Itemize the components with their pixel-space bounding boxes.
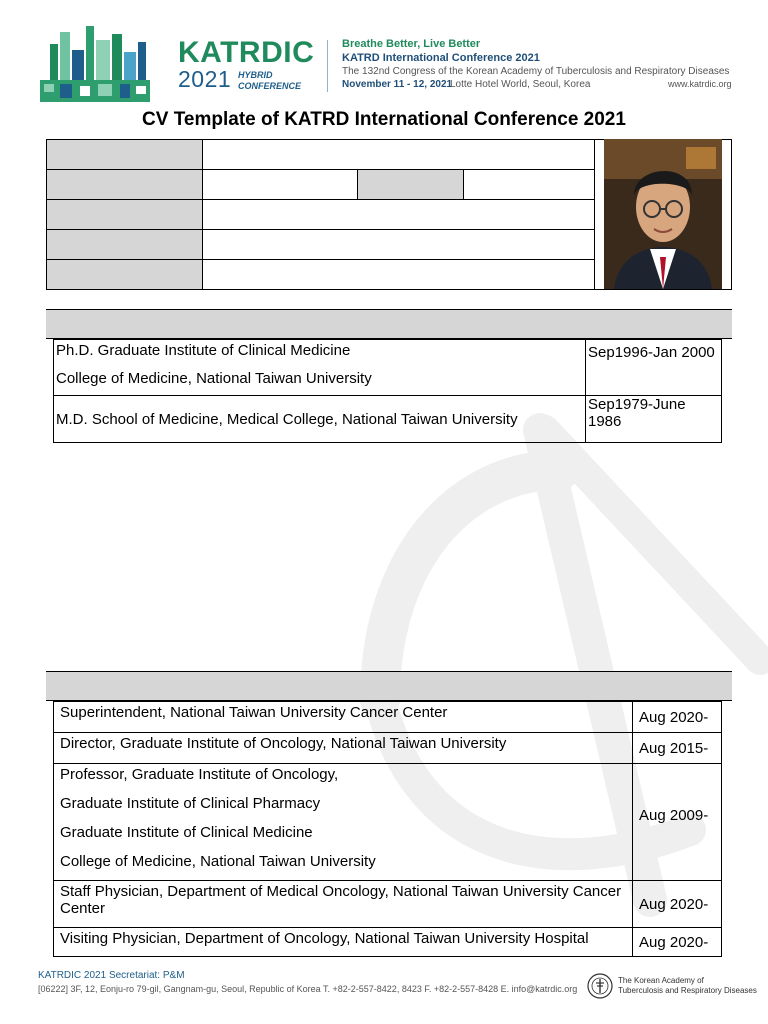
info-value-cell-5[interactable] [202, 259, 595, 290]
table-row [54, 733, 722, 764]
footer-address: [06222] 3F, 12, Eonju-ro 79-gil, Gangnam-gu, Seoul, Republic of Korea T. +82-2-557-8422, 8423 F. +82-2-557-8428 E. info@katrdic.org [38, 984, 578, 994]
conference-venue: Lotte Hotel World, Seoul, Korea [450, 79, 591, 90]
info-label-cell-2b [357, 169, 464, 200]
page-title: CV Template of KATRD International Conference 2021 [142, 109, 626, 130]
table-row [54, 702, 722, 733]
employment-date: Aug 2020- [639, 933, 709, 951]
education-section-header [46, 309, 732, 339]
info-value-cell-4[interactable] [202, 229, 595, 260]
table-row [54, 881, 722, 928]
employment-date-cell [633, 928, 722, 957]
footer-secretariat: KATRDIC 2021 Secretariat: P&M [38, 970, 185, 981]
employment-date: Aug 2020- [639, 895, 709, 913]
employment-desc-cell [54, 764, 633, 881]
education-period: Sep1996-Jan 2000 [588, 344, 715, 361]
employment-section-header [46, 671, 732, 701]
employment-desc-cell [54, 928, 633, 957]
employment-date-cell [633, 764, 722, 881]
info-value-cell-3[interactable] [202, 199, 595, 230]
education-period-cell [586, 340, 722, 396]
logo-year: 2021 [178, 66, 232, 92]
employment-date: Aug 2015- [639, 739, 709, 757]
education-period: Sep1979-June 1986 [588, 396, 686, 430]
employment-line: Superintendent, National Taiwan University Cancer Center [60, 704, 448, 721]
employment-line: Staff Physician, Department of Medical Oncology, National Taiwan University Cancer Center [60, 883, 622, 917]
tagline: Breathe Better, Live Better [342, 38, 481, 50]
table-row [54, 396, 722, 443]
academy-name-line2: Tuberculosis and Respiratory Diseases [618, 986, 757, 995]
education-period-cell [586, 396, 722, 443]
info-value-cell-2b[interactable] [463, 169, 595, 200]
info-label-cell-5 [46, 259, 203, 290]
website-link[interactable]: www.katrdic.org [668, 79, 732, 89]
info-value-cell-1[interactable] [202, 139, 595, 170]
employment-desc-cell [54, 733, 633, 764]
table-row [54, 928, 722, 957]
employment-line: Graduate Institute of Clinical Medicine [60, 824, 313, 841]
logo-hybrid-line2: CONFERENCE [238, 81, 302, 91]
employment-line: Visiting Physician, Department of Oncology, National Taiwan University Hospital [60, 930, 589, 947]
employment-line: Graduate Institute of Clinical Pharmacy [60, 795, 321, 812]
education-table [53, 339, 722, 443]
academy-name [618, 976, 757, 996]
employment-line: College of Medicine, National Taiwan University [60, 853, 376, 870]
employment-date: Aug 2020- [639, 708, 709, 726]
city-skyline-logo-icon [36, 22, 154, 104]
employment-desc-cell [54, 702, 633, 733]
conference-dates: November 11 - 12, 2021 [342, 79, 453, 90]
education-line: College of Medicine, National Taiwan University [56, 370, 372, 387]
education-desc-cell [54, 340, 586, 396]
employment-line: Professor, Graduate Institute of Oncology, [60, 766, 339, 783]
logo-hybrid-line1: HYBRID [238, 70, 273, 80]
info-label-cell-3 [46, 199, 203, 230]
academy-name-line1: The Korean Academy of [618, 976, 704, 985]
info-value-cell-2a[interactable] [202, 169, 358, 200]
employment-table [53, 701, 722, 957]
table-row [54, 340, 722, 396]
info-label-cell-4 [46, 229, 203, 260]
employment-desc-cell [54, 881, 633, 928]
employment-date-cell [633, 733, 722, 764]
education-line: Ph.D. Graduate Institute of Clinical Medicine [56, 342, 351, 359]
table-row [54, 764, 722, 881]
education-desc-cell [54, 396, 586, 443]
conference-name: KATRD International Conference 2021 [342, 52, 540, 64]
academy-emblem-icon [587, 973, 613, 999]
info-label-cell-2 [46, 169, 203, 200]
employment-date-cell [633, 702, 722, 733]
header-divider [327, 40, 328, 92]
logo-hybrid-label [238, 70, 301, 92]
logo-wordmark: KATRDIC [178, 36, 315, 69]
employment-date-cell [633, 881, 722, 928]
info-label-cell-1 [46, 139, 203, 170]
congress-line: The 132nd Congress of the Korean Academy of Tuberculosis and Respiratory Diseases [342, 66, 730, 77]
portrait-photo [604, 139, 722, 289]
education-line: M.D. School of Medicine, Medical College, National Taiwan University [56, 410, 518, 428]
employment-date: Aug 2009- [639, 807, 709, 824]
employment-line: Director, Graduate Institute of Oncology, National Taiwan University [60, 735, 507, 752]
